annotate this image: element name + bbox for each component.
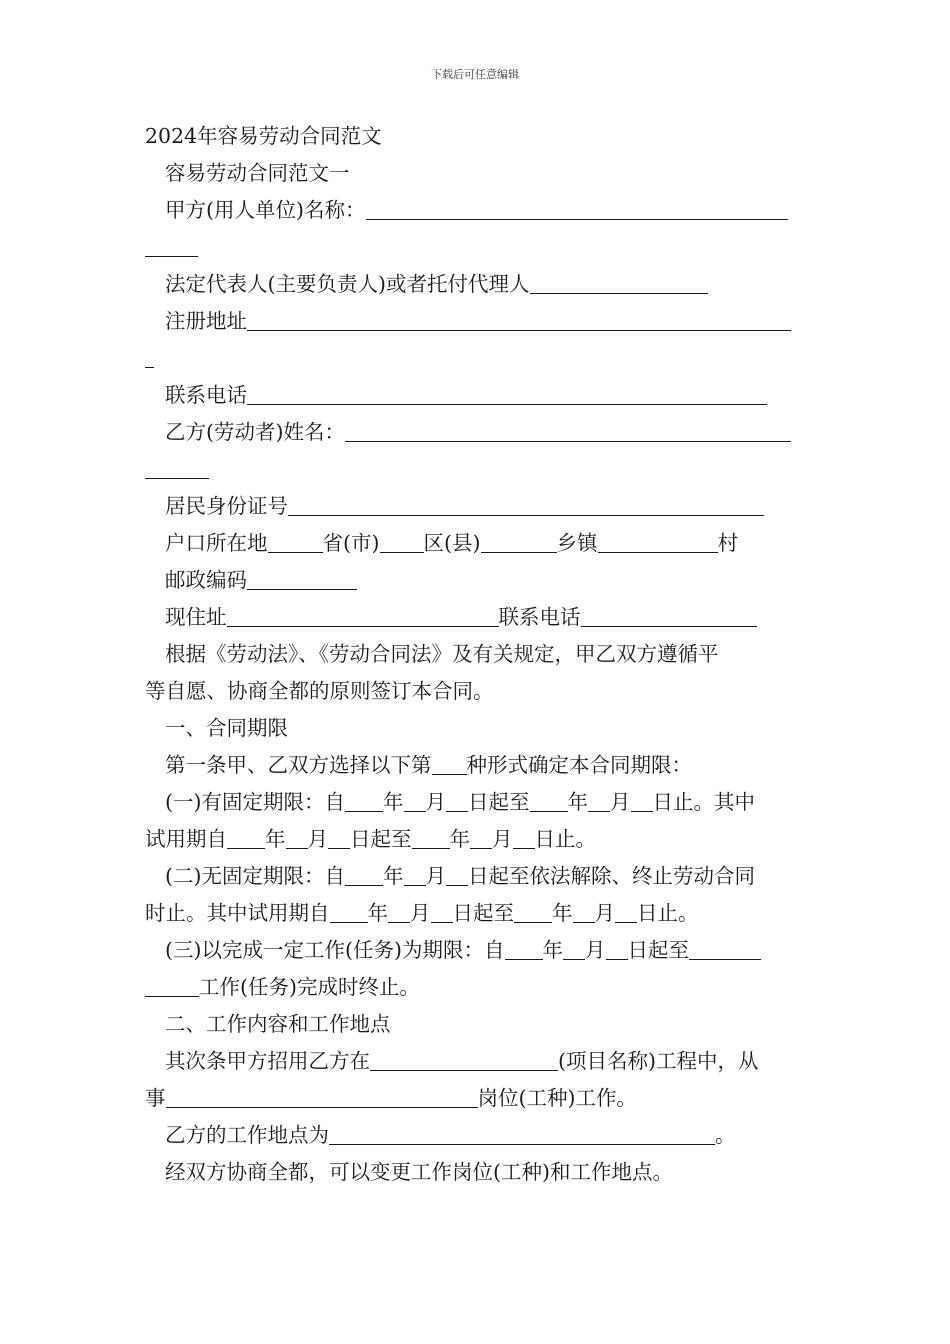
blank-field (288, 495, 764, 516)
blank-field (481, 532, 557, 553)
blank-field (563, 939, 585, 960)
reg-address-wrap (145, 340, 807, 377)
party-b-name-line: 乙方(劳动者)姓名： (145, 414, 807, 451)
postcode-line: 邮政编码 (145, 562, 807, 599)
blank-field (345, 865, 383, 886)
blank-field (227, 606, 499, 627)
blank-field (366, 199, 788, 220)
blank-field (247, 569, 357, 590)
contract-body (145, 118, 807, 1191)
blank-field (606, 939, 628, 960)
negotiate-line: 经双方协商全都，可以变更工作岗位(工种)和工作地点。 (165, 1160, 673, 1184)
blank-field (247, 310, 791, 331)
blank-field (431, 902, 453, 923)
blank-field (370, 1050, 558, 1071)
open-term-line: (二)无固定期限：自 年 月 日起至依法解除、终止劳动合同 (165, 864, 755, 888)
blank-field (166, 1087, 478, 1108)
document-subtitle: 容易劳动合同范文一 (165, 161, 350, 185)
blank-field (380, 532, 424, 553)
blank-field (530, 273, 708, 294)
blank-field (689, 939, 761, 960)
blank-field (446, 791, 468, 812)
fixed-term-trial-line: 试用期自 年 月 日起至 年 月 日止。 (145, 827, 596, 851)
blank-field (286, 828, 308, 849)
document-title: 2024年容易劳动合同范文 (145, 124, 382, 148)
basis-paragraph-line1: 根据《劳动法》、《劳动合同法》及有关规定，甲乙双方遵循平 (165, 642, 719, 666)
blank-field (513, 828, 535, 849)
current-address-line: 现住址 联系电话 (145, 599, 807, 636)
blank-field (470, 828, 492, 849)
section-heading-work: 二、工作内容和工作地点 (165, 1012, 391, 1036)
party-b-name-wrap (145, 451, 807, 488)
party-a-name-line: 甲方(用人单位)名称： (145, 192, 807, 229)
blank-field (432, 754, 467, 775)
hukou-line: 户口所在地 省(市) 区(县) 乡镇 村 (165, 531, 738, 555)
blank-field (388, 902, 410, 923)
blank-field (505, 939, 543, 960)
blank-field (514, 902, 552, 923)
blank-field (615, 902, 637, 923)
blank-field (631, 791, 653, 812)
blank-field (412, 828, 450, 849)
blank-field (145, 976, 199, 997)
article2-wrap: 事 岗位(工种)工作。 (145, 1086, 637, 1110)
blank-field (268, 532, 323, 553)
blank-field (588, 791, 610, 812)
blank-field (329, 1124, 715, 1145)
open-term-trial-line: 时止。其中试用期自 年 月 日起至 年 月 日止。 (145, 901, 699, 925)
blank-field (145, 347, 154, 368)
task-term-line: (三)以完成一定工作(任务)为期限：自 年 月 日起至 (145, 932, 807, 969)
blank-field (446, 865, 468, 886)
blank-field (328, 828, 350, 849)
reg-address-line: 注册地址 (145, 303, 807, 340)
page-header-note: 下载后可任意编辑 (431, 68, 519, 81)
blank-field (345, 421, 791, 442)
section-heading-term: 一、合同期限 (165, 716, 288, 740)
blank-field (227, 828, 265, 849)
party-a-name-wrap (145, 229, 807, 266)
task-term-wrap: 工作(任务)完成时终止。 (145, 969, 807, 1006)
blank-field (247, 384, 767, 405)
phone-line: 联系电话 (145, 377, 807, 414)
basis-paragraph-line2: 等自愿、协商全都的原则签订本合同。 (145, 679, 494, 703)
blank-field (145, 236, 198, 257)
blank-field (530, 791, 568, 812)
blank-field (598, 532, 718, 553)
blank-field (404, 791, 426, 812)
blank-field (345, 791, 383, 812)
blank-field (330, 902, 368, 923)
fixed-term-line: (一)有固定期限：自 年 月 日起至 年 月 日止。其中 (165, 790, 755, 814)
legal-rep-line: 法定代表人(主要负责人)或者托付代理人 (145, 266, 807, 303)
article1-line: 第一条甲、乙双方选择以下第 种形式确定本合同期限： (165, 753, 692, 777)
blank-field (581, 606, 757, 627)
blank-field (573, 902, 595, 923)
article2-line: 其次条甲方招用乙方在 (项目名称)工程中，从 (165, 1049, 759, 1073)
workplace-line: 乙方的工作地点为 。 (165, 1123, 736, 1147)
id-number-line: 居民身份证号 (145, 488, 807, 525)
blank-field (404, 865, 426, 886)
blank-field (145, 458, 209, 479)
